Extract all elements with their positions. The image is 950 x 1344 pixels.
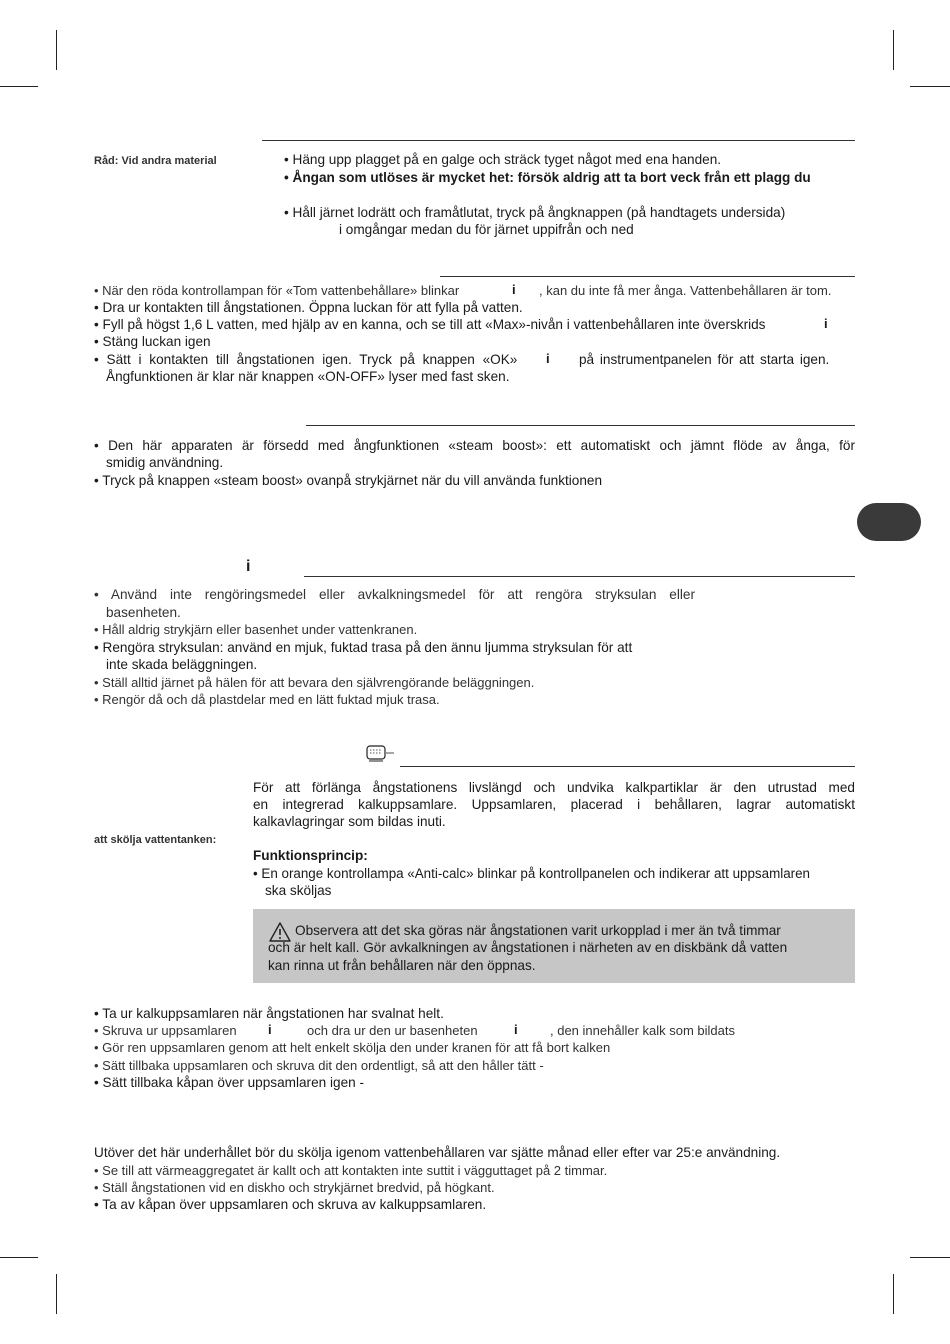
section-rule xyxy=(400,766,855,767)
crop-mark xyxy=(56,30,57,70)
figure-ref: i xyxy=(546,351,550,366)
body-text: • Sätt tillbaka kåpan över uppsamlaren igen - xyxy=(94,1075,364,1090)
crop-mark xyxy=(893,1274,894,1314)
warning-box xyxy=(253,909,855,983)
body-text: • Ångan som utlöses är mycket het: försök aldrig att ta bort veck från ett plagg du xyxy=(284,170,811,185)
body-text: • Sätt tillbaka uppsamlaren och skruva dit den ordentligt, så att den håller tätt - xyxy=(94,1058,544,1073)
body-text: • Håll järnet lodrätt och framåtlutat, tryck på ångknappen (på handtagets undersida) xyxy=(284,205,786,220)
body-text: • Håll aldrig strykjärn eller basenhet under vattenkranen. xyxy=(94,622,418,637)
body-text: • Se till att värmeaggregatet är kallt och att kontakten inte suttit i vägguttaget på 2 timmar. xyxy=(94,1163,608,1178)
section-rule xyxy=(306,425,855,426)
subheading: Funktionsprincip: xyxy=(253,848,368,863)
body-text: • Dra ur kontakten till ångstationen. Öppna luckan för att fylla på vatten. xyxy=(94,300,523,315)
body-text: ska sköljas xyxy=(265,883,332,898)
crop-mark xyxy=(893,30,894,70)
body-text: • Häng upp plagget på en galge och sträck tyget något med ena handen. xyxy=(284,152,722,167)
body-text: Utöver det här underhållet bör du skölja igenom vattenbehållaren var sjätte månad eller efter var 25:e användning. xyxy=(94,1145,781,1160)
body-text: • När den röda kontrollampan för «Tom vattenbehållare» blinkar xyxy=(94,283,460,298)
body-text: • Rengör då och då plastdelar med en lätt fuktad mjuk trasa. xyxy=(94,692,440,707)
figure-ref: i xyxy=(268,1022,272,1037)
warning-text: och är helt kall. Gör avkalkningen av ångstationen i närheten av en diskbänk då vatten xyxy=(268,940,788,955)
figure-ref: i xyxy=(246,558,251,575)
body-text: Ångfunktionen är klar när knappen «ON-OFF» lyser med fast sken. xyxy=(106,369,510,384)
body-text: • Tryck på knappen «steam boost» ovanpå strykjärnet när du vill använda funktionen xyxy=(94,473,603,488)
body-text: en integrerad kalkuppsamlare. Uppsamlaren, placerad i behållaren, lagrar automatiskt xyxy=(253,797,855,812)
body-text: • Stäng luckan igen xyxy=(94,334,211,349)
section-rule xyxy=(440,276,855,277)
crop-mark xyxy=(56,1274,57,1314)
body-text: i omgångar medan du för järnet uppifrån och ned xyxy=(339,222,634,237)
body-text: • Ta ur kalkuppsamlaren när ångstationen har svalnat helt. xyxy=(94,1006,444,1021)
figure-ref: i xyxy=(824,316,828,331)
ironing-icon xyxy=(366,745,396,763)
body-text: • Ta av kåpan över uppsamlaren och skruva av kalkuppsamlaren. xyxy=(94,1197,487,1212)
body-text: och dra ur den ur basenheten xyxy=(307,1023,478,1038)
body-text: , den innehåller kalk som bildats xyxy=(550,1023,735,1038)
body-text: kalkavlagringar som bildas inuti. xyxy=(253,814,446,829)
crop-mark xyxy=(910,86,950,87)
crop-mark xyxy=(910,1257,950,1258)
body-text: • Använd inte rengöringsmedel eller avkalkningsmedel för att rengöra stryksulan eller xyxy=(94,587,695,602)
side-label-skolja: att skölja vattentanken: xyxy=(94,834,217,846)
section-rule xyxy=(304,576,855,577)
body-text: basenheten. xyxy=(106,605,181,620)
body-text: • Fyll på högst 1,6 L vatten, med hjälp av en kanna, och se till att «Max»-nivån i vattenbehållaren inte överskrids xyxy=(94,317,766,332)
section-rule xyxy=(262,140,855,141)
body-text: • Gör ren uppsamlaren genom att helt enkelt skölja den under kranen för att få bort kalken xyxy=(94,1040,611,1055)
body-text: • Ställ ångstationen vid en diskho och strykjärnet bredvid, på högkant. xyxy=(94,1180,495,1195)
body-text: inte skada beläggningen. xyxy=(106,657,258,672)
body-text: • Rengöra stryksulan: använd en mjuk, fuktad trasa på den ännu ljumma stryksulan för att xyxy=(94,640,633,655)
language-tab xyxy=(857,503,921,541)
body-text: • Skruva ur uppsamlaren xyxy=(94,1023,237,1038)
warning-text: kan rinna ut från behållaren när den öppnas. xyxy=(268,958,536,973)
crop-mark xyxy=(0,1257,38,1258)
body-text: För att förlänga ångstationens livslängd och undvika kalkpartiklar är den utrustad med xyxy=(253,780,855,795)
figure-ref: i xyxy=(514,1022,518,1037)
body-text: • En orange kontrollampa «Anti-calc» blinkar på kontrollpanelen och indikerar att uppsamlaren xyxy=(253,866,810,881)
crop-mark xyxy=(0,86,38,87)
body-text: smidig användning. xyxy=(106,455,224,470)
figure-ref: i xyxy=(512,282,516,297)
side-label-rad: Råd: Vid andra material xyxy=(94,155,217,167)
body-text: • Ställ alltid järnet på hälen för att bevara den självrengörande beläggningen. xyxy=(94,675,535,690)
warning-text: Observera att det ska göras när ångstationen varit urkopplad i mer än två timmar xyxy=(295,923,781,938)
body-text: • Sätt i kontakten till ångstationen igen. Tryck på knappen «OK» xyxy=(94,352,518,367)
body-text: på instrumentpanelen för att starta igen. xyxy=(579,352,830,367)
body-text: , kan du inte få mer ånga. Vattenbehållaren är tom. xyxy=(539,283,832,298)
body-text: • Den här apparaten är försedd med ångfunktionen «steam boost»: ett automatiskt och jämnt flöde av ånga, för xyxy=(94,438,855,453)
